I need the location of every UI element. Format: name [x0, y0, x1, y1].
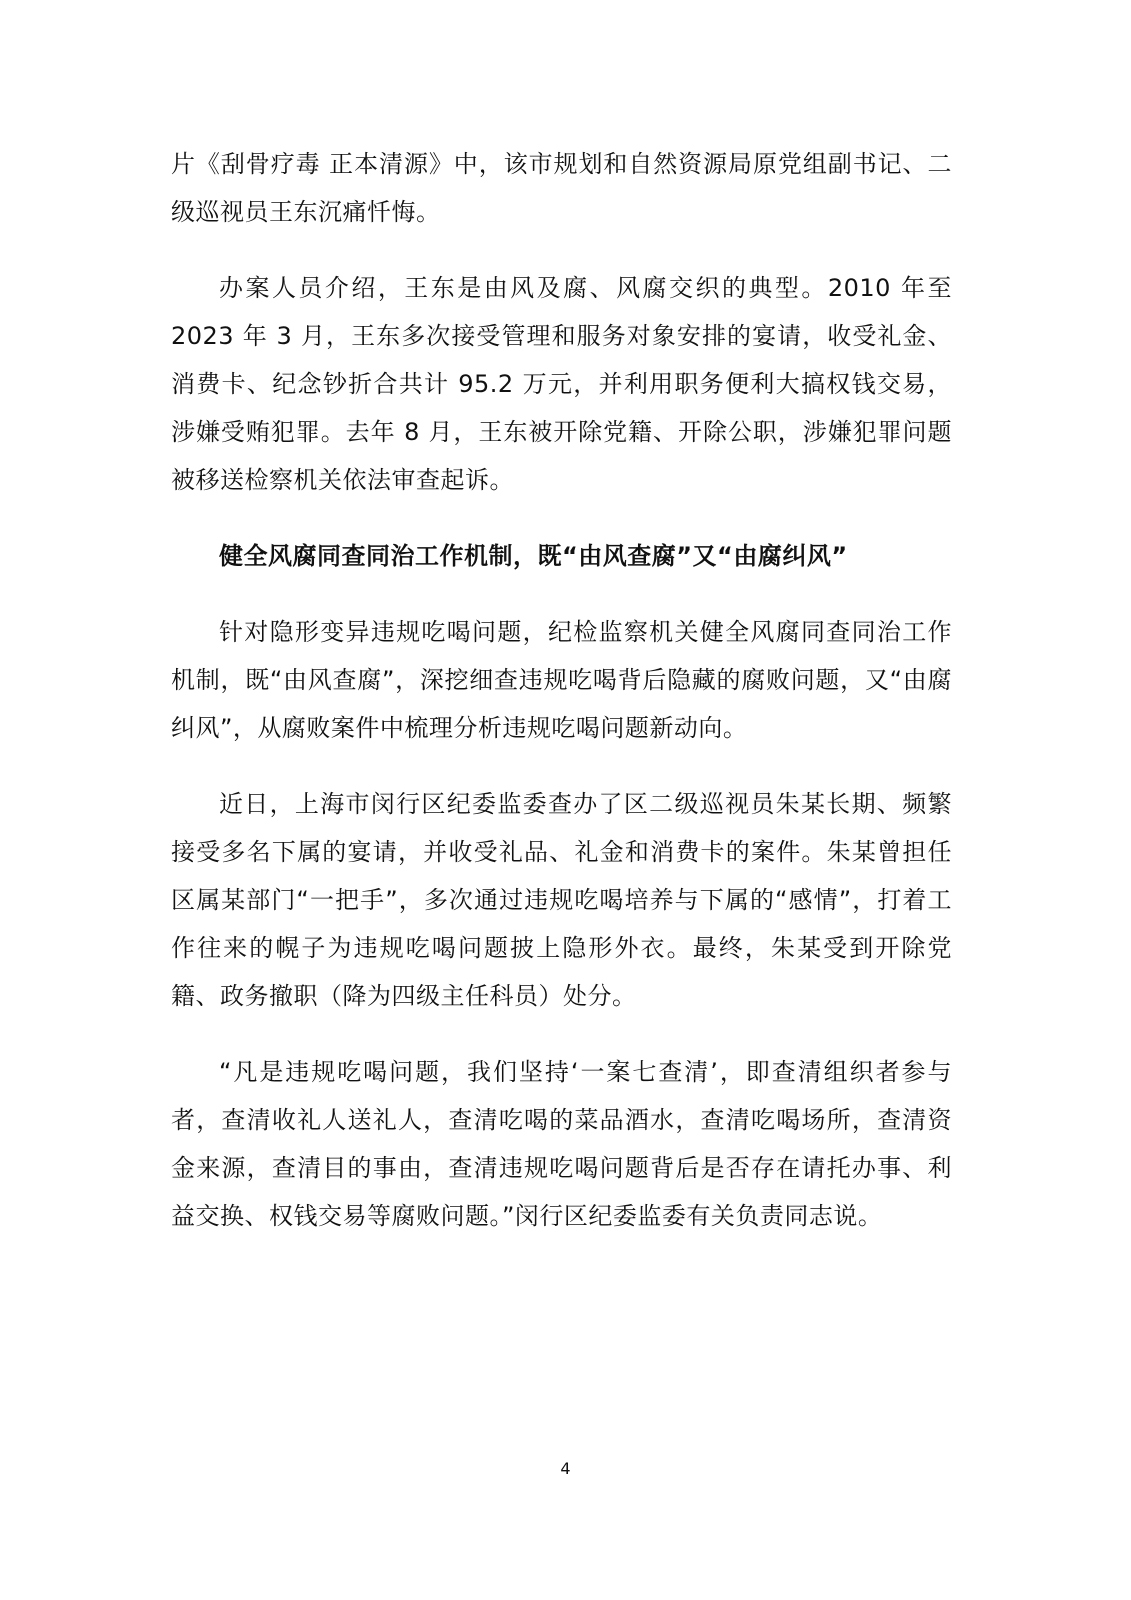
section-heading: 健全风腐同查同治工作机制，既“由风查腐”又“由腐纠风”	[219, 542, 848, 570]
page-number: 4	[560, 1459, 571, 1478]
paragraph-spacer	[171, 504, 952, 532]
paragraph-quote: “凡是违规吃喝问题，我们坚持‘一案七查清’，即查清组织者参与者，查清收礼人送礼人，查清吃喝的菜品酒水，查清吃喝场所，查清资金来源，查清目的事由，查清违规吃喝问题背后是否存在请托办事、利益交换、权钱交易等腐败问题。”闵行区纪委监委有关负责同志说。	[171, 1058, 952, 1230]
paragraph-spacer	[171, 752, 952, 780]
paragraph-spacer	[171, 1020, 952, 1048]
paragraph-spacer	[171, 236, 952, 264]
paragraph-case-wang-dong: 办案人员介绍，王东是由风及腐、风腐交织的典型。2010 年至 2023 年 3 月，王东多次接受管理和服务对象安排的宴请，收受礼金、消费卡、纪念钞折合共计 95.2 万元，并利用职务便利大搞权钱交易，涉嫌受贿犯罪。去年 8 月，王东被开除党籍、开除公职，涉嫌犯罪问题被移送检察机关依法审查起诉。	[171, 274, 952, 494]
paragraph-continuation: 片《刮骨疗毒 正本清源》中，该市规划和自然资源局原党组副书记、二级巡视员王东沉痛忏悔。	[171, 150, 952, 226]
document-body	[171, 140, 952, 1240]
paragraph-mechanism: 针对隐形变异违规吃喝问题，纪检监察机关健全风腐同查同治工作机制，既“由风查腐”，深挖细查违规吃喝背后隐藏的腐败问题，又“由腐纠风”，从腐败案件中梳理分析违规吃喝问题新动向。	[171, 618, 952, 742]
paragraph-case-zhu: 近日，上海市闵行区纪委监委查办了区二级巡视员朱某长期、频繁接受多名下属的宴请，并收受礼品、礼金和消费卡的案件。朱某曾担任区属某部门“一把手”，多次通过违规吃喝培养与下属的“感情”，打着工作往来的幌子为违规吃喝问题披上隐形外衣。最终，朱某受到开除党籍、政务撤职（降为四级主任科员）处分。	[171, 790, 952, 1010]
paragraph-spacer	[171, 580, 952, 608]
